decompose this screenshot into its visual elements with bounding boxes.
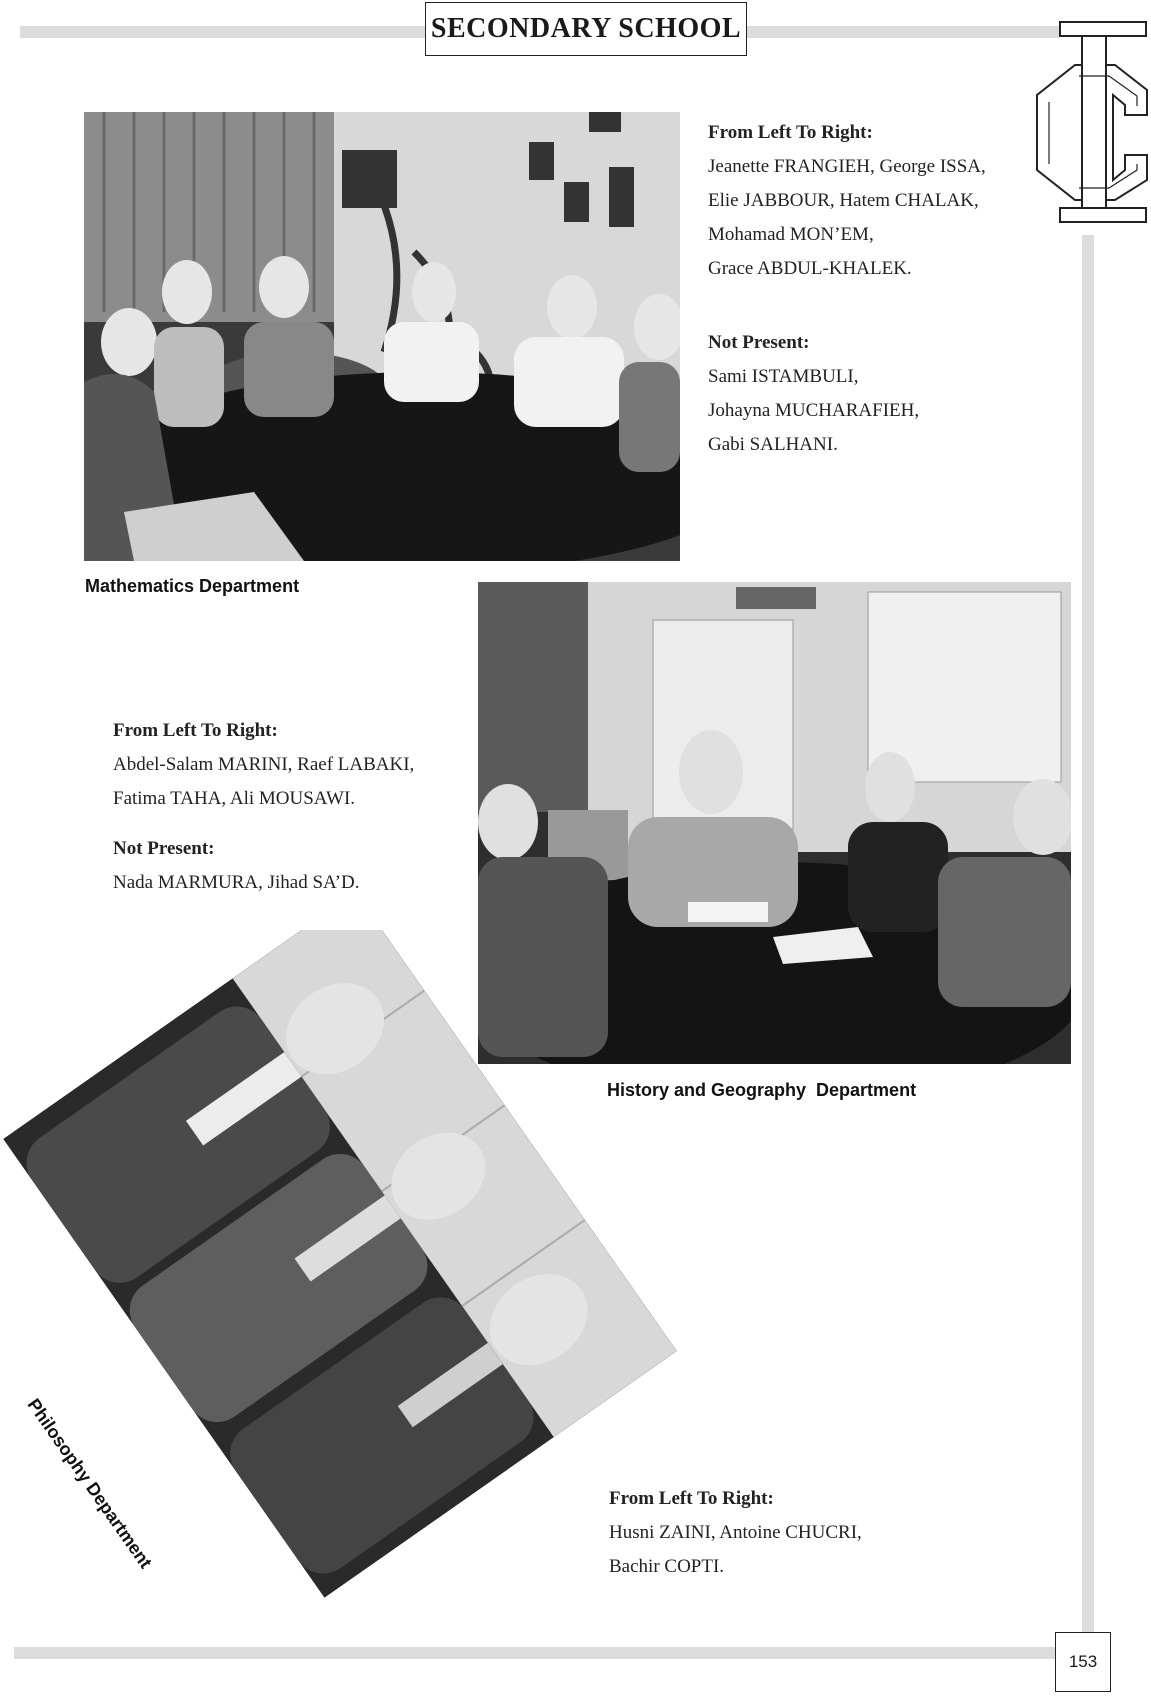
page-number: 153: [1055, 1632, 1111, 1692]
mathematics-names-heading: From Left To Right:: [708, 122, 873, 143]
philosophy-caption: Philosophy Department: [23, 1395, 156, 1572]
history-absent-line: Nada MARMURA, Jihad SA’D.: [113, 872, 360, 893]
right-rule: [1082, 235, 1094, 1640]
philosophy-names-heading: From Left To Right:: [609, 1488, 774, 1509]
mathematics-name-line: Jeanette FRANGIEH, George ISSA,: [708, 156, 986, 177]
mathematics-department-photo: [84, 112, 680, 561]
mathematics-names-block: [708, 116, 1068, 462]
history-geography-caption: History and Geography Department: [607, 1080, 917, 1100]
mathematics-caption: Mathematics Department: [85, 576, 300, 596]
history-names-heading: From Left To Right:: [113, 720, 278, 741]
mathematics-name-line: Grace ABDUL-KHALEK.: [708, 258, 912, 279]
philosophy-photo-frame: [0, 930, 690, 1650]
mathematics-name-line: Mohamad MON’EM,: [708, 224, 874, 245]
philosophy-name-line: Husni ZAINI, Antoine CHUCRI,: [609, 1522, 862, 1543]
mathematics-absent-line: Johayna MUCHARAFIEH,: [708, 400, 920, 421]
history-names-block: [113, 714, 473, 900]
mathematics-absent-heading: Not Present:: [708, 332, 810, 353]
history-name-line: Abdel-Salam MARINI, Raef LABAKI,: [113, 754, 415, 775]
philosophy-names-block: [609, 1482, 969, 1584]
history-absent-heading: Not Present:: [113, 838, 215, 859]
mathematics-absent-line: Gabi SALHANI.: [708, 434, 838, 455]
mathematics-name-line: Elie JABBOUR, Hatem CHALAK,: [708, 190, 979, 211]
page-title: SECONDARY SCHOOL: [425, 2, 747, 56]
philosophy-name-line: Bachir COPTI.: [609, 1556, 725, 1577]
mathematics-absent-line: Sami ISTAMBULI,: [708, 366, 859, 387]
history-name-line: Fatima TAHA, Ali MOUSAWI.: [113, 788, 356, 809]
